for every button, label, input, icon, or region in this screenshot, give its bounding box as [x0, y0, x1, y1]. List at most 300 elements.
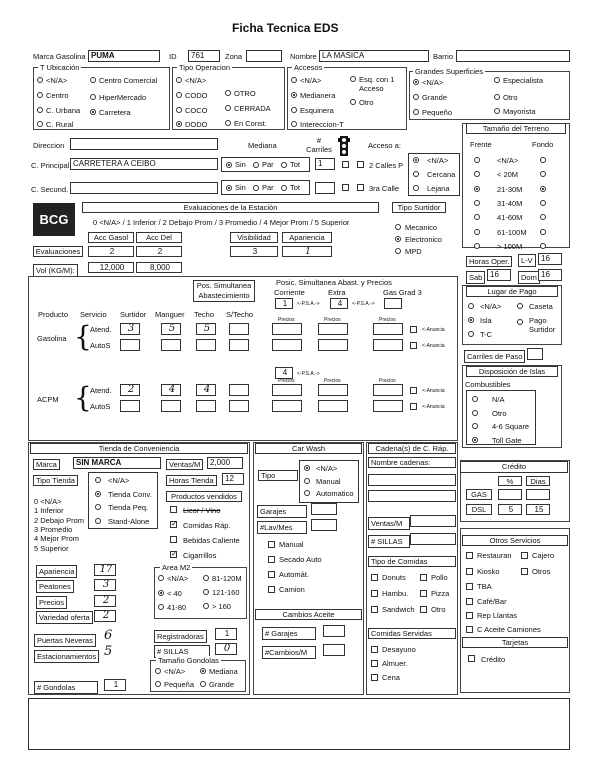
acpm-techo-autos[interactable] — [196, 400, 216, 412]
frente-31-40m-radio[interactable] — [474, 200, 480, 206]
tienda-estac-field[interactable]: 5 — [104, 644, 113, 659]
tienda-apariencia-label: Apariencia — [36, 565, 77, 578]
operacion-dodo-radio[interactable] — [176, 121, 182, 127]
tipo-comidas-title: Tipo de Comidas — [368, 556, 456, 567]
area-81-120m-radio[interactable] — [203, 575, 209, 581]
producto-bebidas-caliente-label: Bebidas Caliente — [183, 536, 240, 545]
islas-otro-radio[interactable] — [472, 410, 478, 416]
terreno-n-a-label: <N/A> — [497, 156, 519, 165]
registradoras-field[interactable]: 1 — [215, 628, 237, 640]
grandes-especialista-label: Especialista — [503, 76, 544, 85]
acpm-precios-2: Precios — [379, 378, 396, 384]
ubicacion-centro-comercial-radio[interactable] — [90, 77, 96, 83]
gasolina-autos-label: AutoS — [90, 341, 111, 350]
lv-label: L-V — [518, 254, 536, 267]
carriles-principal-field[interactable]: 1 — [315, 158, 335, 170]
area-40-label: < 40 — [167, 589, 182, 598]
sab-field[interactable]: 16 — [487, 269, 511, 281]
eval-apar-field[interactable]: 1 — [282, 246, 332, 257]
operacion-n-a-label: <N/A> — [185, 76, 207, 85]
grandes-grande-radio[interactable] — [413, 94, 419, 100]
vol-label: Vol (KG/M): — [33, 264, 78, 277]
ubicacion-n-a-radio[interactable] — [37, 77, 43, 83]
tienda-marca-field[interactable]: SIN MARCA — [73, 457, 161, 469]
horas-tienda-field[interactable]: 12 — [222, 473, 244, 485]
calles2-check[interactable] — [357, 161, 364, 168]
otros-kiosko-check[interactable] — [466, 568, 473, 575]
principal-sin-radio[interactable] — [226, 162, 232, 168]
carriles-label: # Carriles — [306, 136, 332, 154]
accesos-esquinera-radio[interactable] — [291, 107, 297, 113]
carwash-manual-label: Manual — [279, 540, 304, 549]
carwash-manual-check[interactable] — [268, 541, 275, 548]
acpm-precios-0: Precios — [278, 378, 295, 384]
gasolina-anuncia-autos-check[interactable] — [410, 342, 417, 349]
otros-title: Otros Servicios — [462, 535, 568, 546]
pago-caseta-label: Caseta — [529, 302, 553, 311]
producto-licor-vino-check[interactable] — [170, 506, 177, 513]
eval-del-field[interactable]: 2 — [136, 246, 182, 257]
area-n-a-radio[interactable] — [158, 575, 164, 581]
grandes-otro-label: Otro — [503, 93, 518, 102]
carriles-secund-field[interactable] — [315, 182, 335, 194]
zona-field[interactable] — [246, 50, 282, 62]
accesos-n-a-label: <N/A> — [300, 76, 322, 85]
surtidor-mecanico-label: Mecanico — [405, 223, 438, 232]
productos-title: Productos vendidos — [166, 491, 242, 502]
page-title: Ficha Tecnica EDS — [232, 21, 339, 35]
acpm-precio-autos-0[interactable] — [272, 400, 302, 412]
grandes-peque-o-label: Pequeño — [422, 108, 453, 117]
tienda-title: Tienda de Conveniencia — [30, 443, 248, 454]
credito-dias-header: Dias — [526, 476, 550, 486]
secund-sin-radio[interactable] — [226, 185, 232, 191]
tienda-sillas-field[interactable]: 0 — [215, 643, 237, 655]
carwash-autom-t-check[interactable] — [268, 571, 275, 578]
acpm-brace-icon: { — [74, 381, 92, 414]
surtidor-mpd-radio[interactable] — [395, 248, 401, 254]
surtidor-mpd-label: MPD — [405, 247, 422, 256]
gasolina-precio-autos-0[interactable] — [272, 339, 302, 351]
tienda-variedad-label: Variedad oferta — [36, 611, 93, 624]
comida-pizza-label: Pizza — [431, 589, 450, 598]
gondolas-n-a-label: <N/A> — [164, 667, 186, 676]
acpm-manguer-atend[interactable]: 4 — [161, 384, 181, 396]
ubicacion-centro-label: Centro — [46, 91, 69, 100]
acpm-anuncia-autos-check[interactable] — [410, 403, 417, 410]
secund-field[interactable] — [70, 182, 218, 194]
tarjetas-credito-label: Crédito — [481, 655, 506, 664]
carwash-secado-auto-check[interactable] — [268, 556, 275, 563]
servida-almuer-check[interactable] — [371, 660, 378, 667]
garajes-field[interactable] — [311, 503, 337, 515]
tienda-scale-1: 1 Inferior — [34, 506, 64, 516]
surtidor-header: Surtidor — [120, 310, 147, 319]
area-121-160-radio[interactable] — [203, 589, 209, 595]
gasolina-stecho-atend[interactable] — [229, 323, 249, 335]
pago-t-c-radio[interactable] — [468, 331, 474, 337]
grandes-peque-o-radio[interactable] — [413, 109, 419, 115]
surtidor-title: Tipo Surtidor — [392, 202, 446, 213]
grandes-especialista-radio[interactable] — [494, 77, 500, 83]
otros-caf-bar-check[interactable] — [466, 598, 473, 605]
gasolina-precios-1: Precios — [324, 317, 341, 323]
cadena-nombre-2[interactable] — [368, 490, 456, 502]
tienda-apariencia-field[interactable]: 17 — [94, 564, 116, 576]
traffic-light-icon — [338, 136, 350, 156]
accesos-otro-radio[interactable] — [350, 99, 356, 105]
tipo-tienda-stand-alone-radio[interactable] — [95, 518, 101, 524]
acpm-surtidor-autos[interactable] — [120, 400, 140, 412]
grandes-mayorista-label: Mayorista — [503, 107, 536, 116]
tienda-sillas-label: # SILLAS — [154, 645, 210, 658]
fondo-31-40m-radio[interactable] — [540, 200, 546, 206]
ubicacion-c-urbana-label: C. Urbana — [46, 106, 81, 115]
vol-del-field[interactable]: 8,000 — [136, 262, 182, 273]
tarjetas-credito-check[interactable] — [468, 655, 475, 662]
tienda-scale-2: 2 Debajo Prom — [34, 515, 85, 525]
ubicacion-carretera-label: Carretera — [99, 108, 131, 117]
gondolas-n-a-radio[interactable] — [155, 668, 161, 674]
islas-toll-gate-label: Toll Gate — [492, 435, 522, 445]
evaluaciones-scale: 0 <N/A> / 1 Inferior / 2 Debajo Prom / 3 Promedio / 4 Mejor Prom / 5 Superior — [93, 218, 350, 227]
comida-sandwich-check[interactable] — [371, 606, 378, 613]
marca-label: Marca Gasolina — [33, 52, 86, 61]
manguer-header: Manguer — [155, 310, 185, 319]
gasolina-surtidor-atend[interactable]: 3 — [120, 323, 140, 335]
acpm-precio-atend-1[interactable] — [318, 384, 348, 396]
evaluaciones-label: Evaluaciones — [33, 246, 83, 257]
area-160-radio[interactable] — [203, 603, 209, 609]
nombre-field[interactable]: LA MASICA — [319, 50, 429, 62]
grandes-mayorista-radio[interactable] — [494, 108, 500, 114]
islas-otro-label: Otro — [492, 408, 507, 418]
operacion-cerrada-radio[interactable] — [225, 105, 231, 111]
registradoras-label: Registradoras — [154, 630, 207, 643]
principal-par-radio[interactable] — [253, 162, 259, 168]
credito-gas-pct[interactable] — [498, 489, 522, 500]
nombre-cadenas-header: Nombre cadenas: — [368, 457, 456, 468]
pago-isla-label: Isla — [480, 316, 492, 325]
tienda-scale-0: 0 <N/A> — [34, 497, 62, 506]
comida-pollo-check[interactable] — [420, 574, 427, 581]
area-160-label: > 160 — [212, 602, 231, 611]
gasolina-manguer-atend[interactable]: 5 — [161, 323, 181, 335]
ventas-field[interactable]: 2,000 — [207, 457, 243, 469]
pago-isla-radio[interactable] — [468, 317, 474, 323]
acc-del-header: Acc Del — [136, 232, 182, 243]
secund-par-radio[interactable] — [253, 185, 259, 191]
area-121-160-label: 121-160 — [212, 588, 240, 597]
surtidor-electronico-radio[interactable] — [395, 236, 401, 242]
grandes-n-a-radio[interactable] — [413, 79, 419, 85]
calles2-label: 2 Calles P — [369, 161, 404, 170]
gasolina-surtidor-autos[interactable] — [120, 339, 140, 351]
acpm-anuncia-atend-label: <-Anuncia — [422, 388, 445, 394]
comida-pizza-check[interactable] — [420, 590, 427, 597]
accesos-title: Accesos — [294, 63, 323, 72]
islas-n-a-radio[interactable] — [472, 396, 478, 402]
carwash-n-a-radio[interactable] — [304, 465, 310, 471]
servida-cena-check[interactable] — [371, 674, 378, 681]
ubicacion-hipermercado-label: HiperMercado — [99, 93, 147, 102]
pago-pago-surtidor-label: Pago Surtidor — [529, 316, 556, 334]
grad3-field[interactable] — [384, 298, 402, 309]
carwash-camion-label: Camion — [279, 585, 305, 594]
accesos-medianera-radio[interactable] — [291, 92, 297, 98]
credito-dsl-pct[interactable]: 5 — [498, 504, 522, 515]
marca-field[interactable]: PUMA — [88, 50, 160, 62]
carwash-manual-label: Manual — [316, 476, 341, 486]
tienda-precios-field[interactable]: 2 — [94, 595, 116, 607]
secund-sin-label: Sin — [235, 183, 246, 192]
operacion-codo-radio[interactable] — [176, 92, 182, 98]
tipo-tienda-tienda-conv-label: Tienda Conv. — [108, 489, 152, 499]
direccion-field[interactable] — [70, 138, 218, 150]
grandes-n-a-label: <N/A> — [422, 78, 444, 87]
pago-pago-surtidor-radio[interactable] — [517, 319, 523, 325]
carwash-automatico-radio[interactable] — [304, 490, 310, 496]
calle3-check[interactable] — [357, 184, 364, 191]
area-41-80-radio[interactable] — [158, 604, 164, 610]
dom-label: Dom — [518, 271, 540, 284]
corriente-field[interactable]: 1 — [275, 298, 293, 309]
acpm-precio-atend-2[interactable] — [373, 384, 403, 396]
acpm-manguer-autos[interactable] — [161, 400, 181, 412]
zona-label: Zona — [225, 52, 243, 61]
principal-par-label: Par — [262, 160, 274, 169]
islas-4-6-square-radio[interactable] — [472, 423, 478, 429]
area-81-120m-label: 81-120M — [212, 574, 242, 583]
acpm-psa-field[interactable]: 4 — [275, 367, 293, 379]
acpm-techo-atend[interactable]: 4 — [196, 384, 216, 396]
otros-c-aceite-camiones-label: C Aceite Camiones — [477, 625, 541, 634]
gasolina-precio-atend-1[interactable] — [318, 323, 348, 335]
carriles-paso-field[interactable] — [527, 348, 543, 360]
grandes-grande-label: Grande — [422, 93, 448, 102]
notes-area[interactable] — [28, 698, 570, 750]
grandes-otro-radio[interactable] — [494, 94, 500, 100]
lv-field[interactable]: 16 — [538, 253, 562, 265]
comida-otro-check[interactable] — [420, 606, 427, 613]
n-gondolas-field[interactable]: 1 — [104, 679, 126, 691]
ubicacion-hipermercado-radio[interactable] — [90, 94, 96, 100]
techo-header: Techo — [194, 310, 215, 319]
gasolina-precio-atend-0[interactable] — [272, 323, 302, 335]
comida-otro-label: Otro — [431, 605, 446, 614]
acpm-precio-autos-1[interactable] — [318, 400, 348, 412]
gasolina-anuncia-atend-check[interactable] — [410, 326, 417, 333]
frente-n-a-radio[interactable] — [474, 157, 480, 163]
accesos-intereccion-t-label: Intereccion-T — [300, 120, 344, 129]
acceso-lejana-radio[interactable] — [413, 185, 419, 191]
operacion-n-a-radio[interactable] — [176, 77, 182, 83]
frente-61-100m-radio[interactable] — [474, 229, 480, 235]
dom-field[interactable]: 16 — [538, 269, 562, 281]
credito-pct-header: % — [498, 476, 522, 486]
operacion-otro-label: OTRO — [234, 89, 256, 98]
posic-sim-label: Posic. Simultanea Abast. y Precios — [276, 278, 392, 287]
extra-field[interactable]: 4 — [330, 298, 348, 309]
carril-check-2[interactable] — [342, 184, 349, 191]
operacion-coco-radio[interactable] — [176, 107, 182, 113]
accesos-esq-con-1-acceso-label: Esq. con 1 Acceso — [359, 75, 395, 93]
terreno-31-40m-label: 31-40M — [497, 198, 523, 208]
servida-almuer-label: Almuer. — [382, 659, 408, 668]
producto-bebidas-caliente-check[interactable] — [170, 536, 177, 543]
otros-c-aceite-camiones-check[interactable] — [466, 626, 473, 633]
comida-hambu-check[interactable] — [371, 590, 378, 597]
surtidor-electronico-label: Electronico — [405, 235, 443, 244]
secund-tot-radio[interactable] — [281, 185, 287, 191]
tienda-scale-5: 5 Superior — [34, 543, 69, 553]
credito-gas-dias[interactable] — [526, 489, 550, 500]
acceso-n-a-radio[interactable] — [413, 157, 419, 163]
producto-comidas-r-p-check[interactable] — [170, 521, 177, 528]
tienda-variedad-field[interactable]: 2 — [94, 610, 116, 622]
acceso-cercana-radio[interactable] — [413, 171, 419, 177]
operacion-otro-radio[interactable] — [225, 90, 231, 96]
surtidor-mecanico-radio[interactable] — [395, 224, 401, 230]
vol-gasol-field[interactable]: 12,000 — [88, 262, 134, 273]
area-40-radio[interactable] — [158, 590, 164, 596]
area-title: Area M2 — [162, 563, 191, 572]
servida-desayuno-check[interactable] — [371, 646, 378, 653]
tipo-tienda-n-a-radio[interactable] — [95, 477, 101, 483]
acpm-anuncia-atend-check[interactable] — [410, 387, 417, 394]
id-label: ID — [169, 52, 177, 61]
tienda-marca-label: Marca — [33, 459, 60, 470]
eval-vis-field[interactable]: 3 — [230, 246, 278, 257]
islas-n-a-label: N/A — [492, 395, 505, 404]
producto-cigarrillos-check[interactable] — [170, 551, 177, 558]
gasolina-precio-atend-2[interactable] — [373, 323, 403, 335]
sab-label: Sab — [466, 271, 485, 284]
principal-field[interactable]: CARRETERA A CEIBO — [70, 158, 218, 170]
secund-label: C. Secund. — [31, 185, 69, 194]
n-garajes-label: # Garajes — [262, 627, 316, 640]
calle3-label: 3ra Calle — [369, 184, 400, 193]
area-41-80-label: 41-80 — [167, 603, 187, 612]
ubicacion-centro-radio[interactable] — [37, 92, 43, 98]
operacion-en-const-radio[interactable] — [225, 120, 231, 126]
credito-dsl-dias[interactable]: 15 — [526, 504, 550, 515]
accesos-medianera-label: Medianera — [300, 91, 336, 100]
fondo-61-100m-radio[interactable] — [540, 229, 546, 235]
secund-par-label: Par — [262, 183, 274, 192]
eval-gasol-field[interactable]: 2 — [88, 246, 134, 257]
otros-rep-llantas-check[interactable] — [466, 612, 473, 619]
otros-cajero-check[interactable] — [521, 552, 528, 559]
cadena-sillas-field[interactable] — [410, 533, 456, 545]
fondo-100m-radio[interactable] — [540, 243, 546, 249]
tarjetas-title: Tarjetas — [462, 637, 568, 648]
accesos-esq-con-1-acceso-radio[interactable] — [350, 76, 356, 82]
gasolina-label: Gasolina — [37, 334, 67, 343]
otros-restauran-label: Restauran — [477, 551, 512, 560]
ubicacion-c-urbana-radio[interactable] — [37, 107, 43, 113]
frente-100m-radio[interactable] — [474, 243, 480, 249]
acpm-stecho-atend[interactable] — [229, 384, 249, 396]
tienda-puertas-field[interactable]: 6 — [104, 628, 113, 643]
otros-restauran-check[interactable] — [466, 552, 473, 559]
pago-n-a-radio[interactable] — [468, 303, 474, 309]
ubicacion-carretera-radio[interactable] — [90, 109, 96, 115]
gondolas-mediana-radio[interactable] — [200, 668, 206, 674]
pos-sim-header: Pos. Simultanea Abastecimiento — [193, 280, 255, 302]
gasolina-precio-autos-1[interactable] — [318, 339, 348, 351]
cadena-nombre-1[interactable] — [368, 474, 456, 486]
tipo-tienda-tienda-conv-radio[interactable] — [95, 491, 101, 497]
aceite-title: Cambios Aceite — [255, 609, 362, 620]
operacion-cerrada-label: CERRADA — [234, 104, 271, 113]
n-gondolas-label: # Gondolas — [34, 681, 98, 694]
gasolina-techo-atend[interactable]: 5 — [196, 323, 216, 335]
carriles-paso-label: Carriles de Paso — [464, 350, 525, 363]
terreno-title: Tamaño del Terreno — [466, 123, 566, 134]
tipo-tienda-tienda-peq-label: Tienda Peq. — [108, 503, 149, 512]
ubicacion-c-rural-radio[interactable] — [37, 121, 43, 127]
evaluaciones-title: Evaluaciones de la Estación — [82, 202, 379, 213]
operacion-title: Tipo Operacion — [179, 63, 230, 72]
comida-pollo-label: Pollo — [431, 573, 448, 582]
cadena-ventas-field[interactable] — [410, 515, 456, 527]
psa-label-2: <-P.S.A.-> — [352, 301, 375, 307]
otros-tba-check[interactable] — [466, 583, 473, 590]
n-garajes-field[interactable] — [323, 625, 345, 637]
acpm-surtidor-atend[interactable]: 2 — [120, 384, 140, 396]
n-cambios-field[interactable] — [323, 644, 345, 656]
acpm-precio-atend-0[interactable] — [272, 384, 302, 396]
gasolina-anuncia-atend-label: <-Anuncia — [422, 327, 445, 333]
gondolas-peque-a-radio[interactable] — [155, 681, 161, 687]
principal-tot-radio[interactable] — [281, 162, 287, 168]
accesos-n-a-radio[interactable] — [291, 77, 297, 83]
tienda-peatones-field[interactable]: 3 — [94, 579, 116, 591]
fondo-21-30m-radio[interactable] — [540, 186, 546, 192]
frente-21-30m-radio[interactable] — [474, 186, 480, 192]
lav-mes-field[interactable] — [311, 519, 337, 531]
corriente-label: Corriente — [274, 288, 305, 297]
producto-licor-vino-label: Licor / Vino — [183, 506, 221, 515]
tipo-tienda-tienda-peq-radio[interactable] — [95, 504, 101, 510]
carwash-manual-radio[interactable] — [304, 478, 310, 484]
carwash-autom-t-label: Automát. — [279, 570, 310, 579]
gasolina-stecho-autos[interactable] — [229, 339, 249, 351]
islas-4-6-square-label: 4-6 Square — [492, 422, 530, 431]
accesos-intereccion-t-radio[interactable] — [291, 121, 297, 127]
credito-dsl-label: DSL — [466, 504, 492, 515]
secund-tot-label: Tot — [290, 183, 301, 192]
islas-toll-gate-radio[interactable] — [472, 437, 478, 443]
acpm-precio-autos-2[interactable] — [373, 400, 403, 412]
gondolas-grande-radio[interactable] — [200, 681, 206, 687]
servidas-title: Comidas Servidas — [368, 628, 456, 639]
gasolina-techo-autos[interactable] — [196, 339, 216, 351]
acpm-stecho-autos[interactable] — [229, 400, 249, 412]
gasolina-precio-autos-2[interactable] — [373, 339, 403, 351]
carwash-camion-check[interactable] — [268, 586, 275, 593]
fondo-n-a-radio[interactable] — [540, 157, 546, 163]
gasolina-manguer-autos[interactable] — [161, 339, 181, 351]
otros-otros-check[interactable] — [521, 568, 528, 575]
barrio-field[interactable] — [456, 50, 570, 62]
carril-check-1[interactable] — [342, 161, 349, 168]
id-field[interactable]: 761 — [188, 50, 220, 62]
pago-caseta-radio[interactable] — [517, 303, 523, 309]
comida-donuts-check[interactable] — [371, 574, 378, 581]
gondolas-mediana-label: Mediana — [209, 667, 238, 676]
